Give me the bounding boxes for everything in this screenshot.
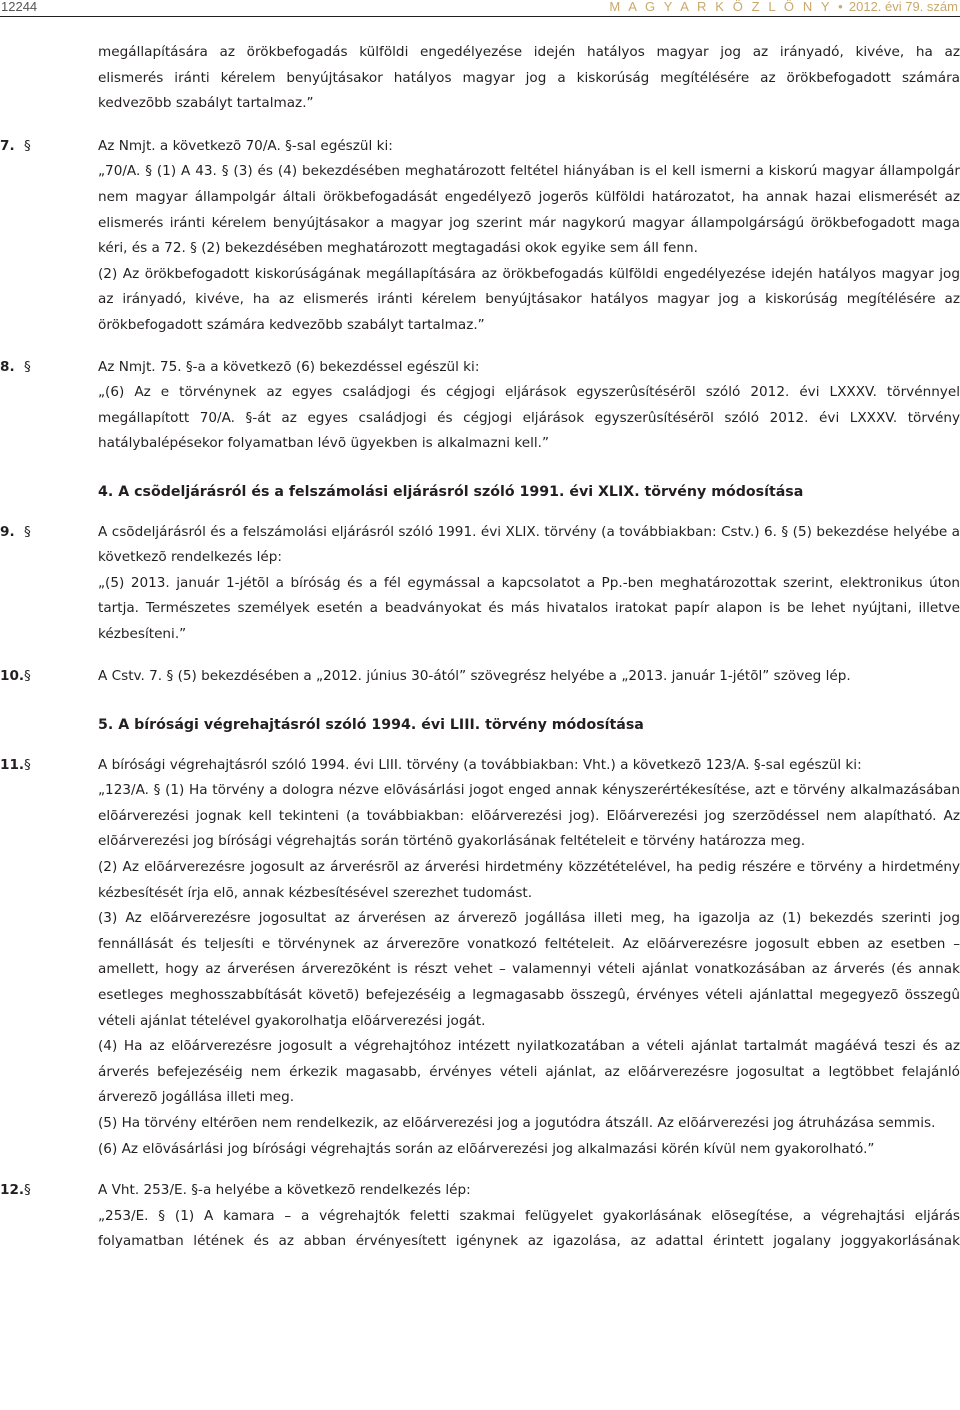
section-sign: § xyxy=(24,358,31,375)
section-sign: § xyxy=(24,668,31,685)
section-text: A csõdeljárásról és a felszámolási eljárásról szóló 1991. évi XLIX. törvény (a továbbiakban: Cstv.) 6. § (5) bekezdése helyébe a következõ rendelkezés lép: xyxy=(98,523,960,566)
section-8 xyxy=(0,355,960,457)
journal-title xyxy=(609,0,958,13)
page-header xyxy=(0,0,960,17)
section-text: (2) Az örökbefogadott kiskorúságának megállapítására az örökbefogadás külföldi engedélyezése idején hatályos magyar jog az irányadó, kivéve, ha az elismerés iránti kérelem benyújtásakor hatályos magyar jog a kiskorúság megítélésére az örökbefogadott számára kedvezõbb szabályt tartalmaz.” xyxy=(98,265,960,333)
chapter-heading: 5. A bírósági végrehajtásról szóló 1994. évi LIII. törvény módosítása xyxy=(98,717,644,734)
bullet-separator: • xyxy=(838,0,843,14)
section-text: Az Nmjt. a következõ 70/A. §-sal egészül ki: xyxy=(98,137,393,154)
section-text: A Cstv. 7. § (5) bekezdésében a „2012. június 30-ától” szövegrész helyébe a „2013. január 1-jétõl” szöveg lép. xyxy=(98,668,851,685)
page-number: 12244 xyxy=(1,0,38,14)
section-text: (6) Az elõvásárlási jog bírósági végrehajtás során az elõárverezési jog alkalmazási körén kívül nem gyakorolható.” xyxy=(98,1140,875,1157)
intro-paragraph xyxy=(0,40,960,117)
section-text: „253/E. § (1) A kamara – a végrehajtók feletti szakmai felügyelet gyakorlásának elõsegítése, a végrehajtási eljárás folyamatban létének és az abban érvényesített igénynek az igazolása, az adattal érintett jogalany joggyakorlásának xyxy=(98,1207,960,1250)
section-sign: § xyxy=(24,137,31,154)
section-text: A bírósági végrehajtásról szóló 1994. évi LIII. törvény (a továbbiakban: Vht.) a következõ 123/A. §-sal egészül ki: xyxy=(98,756,862,773)
section-text: Az Nmjt. 75. §-a a következõ (6) bekezdéssel egészül ki: xyxy=(98,358,480,375)
document-body xyxy=(0,40,960,1255)
text-line: kedvezõbb szabályt tartalmaz.” xyxy=(98,95,314,112)
section-number: 12. xyxy=(0,1182,25,1199)
section-12 xyxy=(0,1178,960,1255)
section-text: (2) Az elõárverezésre jogosult az árverésrõl az árverési hirdetmény közzétételével, ha pedig részére e törvény a hirdetmény kézbesítését írja elõ, annak kézbesítésével szerezhet tudomást. xyxy=(98,859,960,901)
journal-name: M A G Y A R K Ö Z L Ö N Y xyxy=(609,0,832,14)
section-text: „70/A. § (1) A 43. § (3) és (4) bekezdésében meghatározott feltétel hiányában is el kell ismerni a kiskorú magyar állampolgár nem magyar állampolgár általi örökbefogadását engedélyezõ jogerõs külföldi határozatot, ha annak hazai elismerését az elismerés iránti kérelem benyújtásakor a magyar jog szerint már nagykorú magyar állampolgárságú örökbefogadott maga kéri, és a 72. § (2) bekezdésében meghatározott megtagadási okok egyike sem áll fenn. xyxy=(98,163,960,257)
chapter-heading: 4. A csõdeljárásról és a felszámolási eljárásról szóló 1991. évi XLIX. törvény módosítása xyxy=(98,483,804,500)
section-text: (5) Ha törvény eltérõen nem rendelkezik, az elõárverezési jog a jogutódra átszáll. Az elõárverezési jog átruházása semmis. xyxy=(98,1114,936,1131)
section-7 xyxy=(0,134,960,339)
section-number: 9. xyxy=(0,523,15,540)
section-text: (4) Ha az elõárverezésre jogosult a végrehajtóhoz intézett nyilatkozatában a vételi ajánlat tartalmát magáévá teszi és az árverés befejezéséig nem érkezik magasabb, érvényes vételi ajánlat, az elõárverezésre jogosultat a legtöbbet felajánló árverezõ jogállása illeti meg. xyxy=(98,1038,960,1106)
section-number: 10. xyxy=(0,668,25,685)
text-line: elismerés iránti kérelem benyújtásakor hatályos magyar jog a kiskorúság megítélésére az örökbefogadott számára xyxy=(98,69,960,86)
section-number: 7. xyxy=(0,137,15,154)
issue-number: 2012. évi 79. szám xyxy=(848,0,958,14)
section-number: 11. xyxy=(0,756,25,773)
section-text: A Vht. 253/E. §-a helyébe a következõ rendelkezés lép: xyxy=(98,1182,471,1199)
section-sign: § xyxy=(24,523,31,540)
section-text: „123/A. § (1) Ha törvény a dologra nézve elõvásárlási jogot enged annak kényszerértékesítése, azt e törvény alkalmazásában elõárverezési jognak kell tekinteni (a továbbiakban: elõárverezési jog). Elõárverezési jog szerzõdéssel nem alapítható. Az elõárverezési jog bírósági végrehajtás során történõ gyakorlásának feltételeit e törvény határozza meg. xyxy=(98,782,960,850)
text-line: megállapítására az örökbefogadás külföldi engedélyezése idején hatályos magyar jog az irányadó, kivéve, ha az xyxy=(98,44,960,60)
section-sign: § xyxy=(24,756,31,773)
section-number: 8. xyxy=(0,358,15,375)
section-10 xyxy=(0,664,960,690)
section-sign: § xyxy=(24,1182,31,1199)
section-11 xyxy=(0,753,960,1163)
section-text: „(6) Az e törvénynek az egyes családjogi és cégjogi eljárások egyszerûsítésérõl szóló 2012. évi LXXXV. törvénnyel megállapított 70/A. §-át az egyes családjogi és cégjogi eljárások egyszerûsítésérõl szóló 2012. évi LXXXV. törvény hatálybalépésekor folyamatban lévõ ügyekben is alkalmazni kell.” xyxy=(98,384,960,452)
section-text: (3) Az elõárverezésre jogosultat az árverésen az árverezõ jogállása illeti meg, ha igazolja az (1) bekezdés szerinti jog fennállását és teljesíti e törvénynek az árverezõre vonatkozó feltételeit. Az elõárverezésre jogosult ebben az esetben – amellett, hogy az árverésen árverezõként is részt vehet – valamennyi vételi ajánlat vonatkozásában az árverés (és annak esetleges meghosszabbítását követõ) befejezéséig a legmagasabb összegû, érvényes vételi ajánlattal megegyezõ összegû vételi ajánlat tételével gyakorolhatja elõárverezési jogát. xyxy=(98,910,960,1029)
section-text: „(5) 2013. január 1-jétõl a bíróság és a fél egymással a kapcsolatot a Pp.-ben meghatározottak szerint, elektronikus úton tartja. Természetes személyek esetén a beadványokat és más hivatalos iratokat papír alapon is be lehet nyújtani, illetve kézbesíteni.” xyxy=(98,574,960,642)
section-9 xyxy=(0,520,960,648)
